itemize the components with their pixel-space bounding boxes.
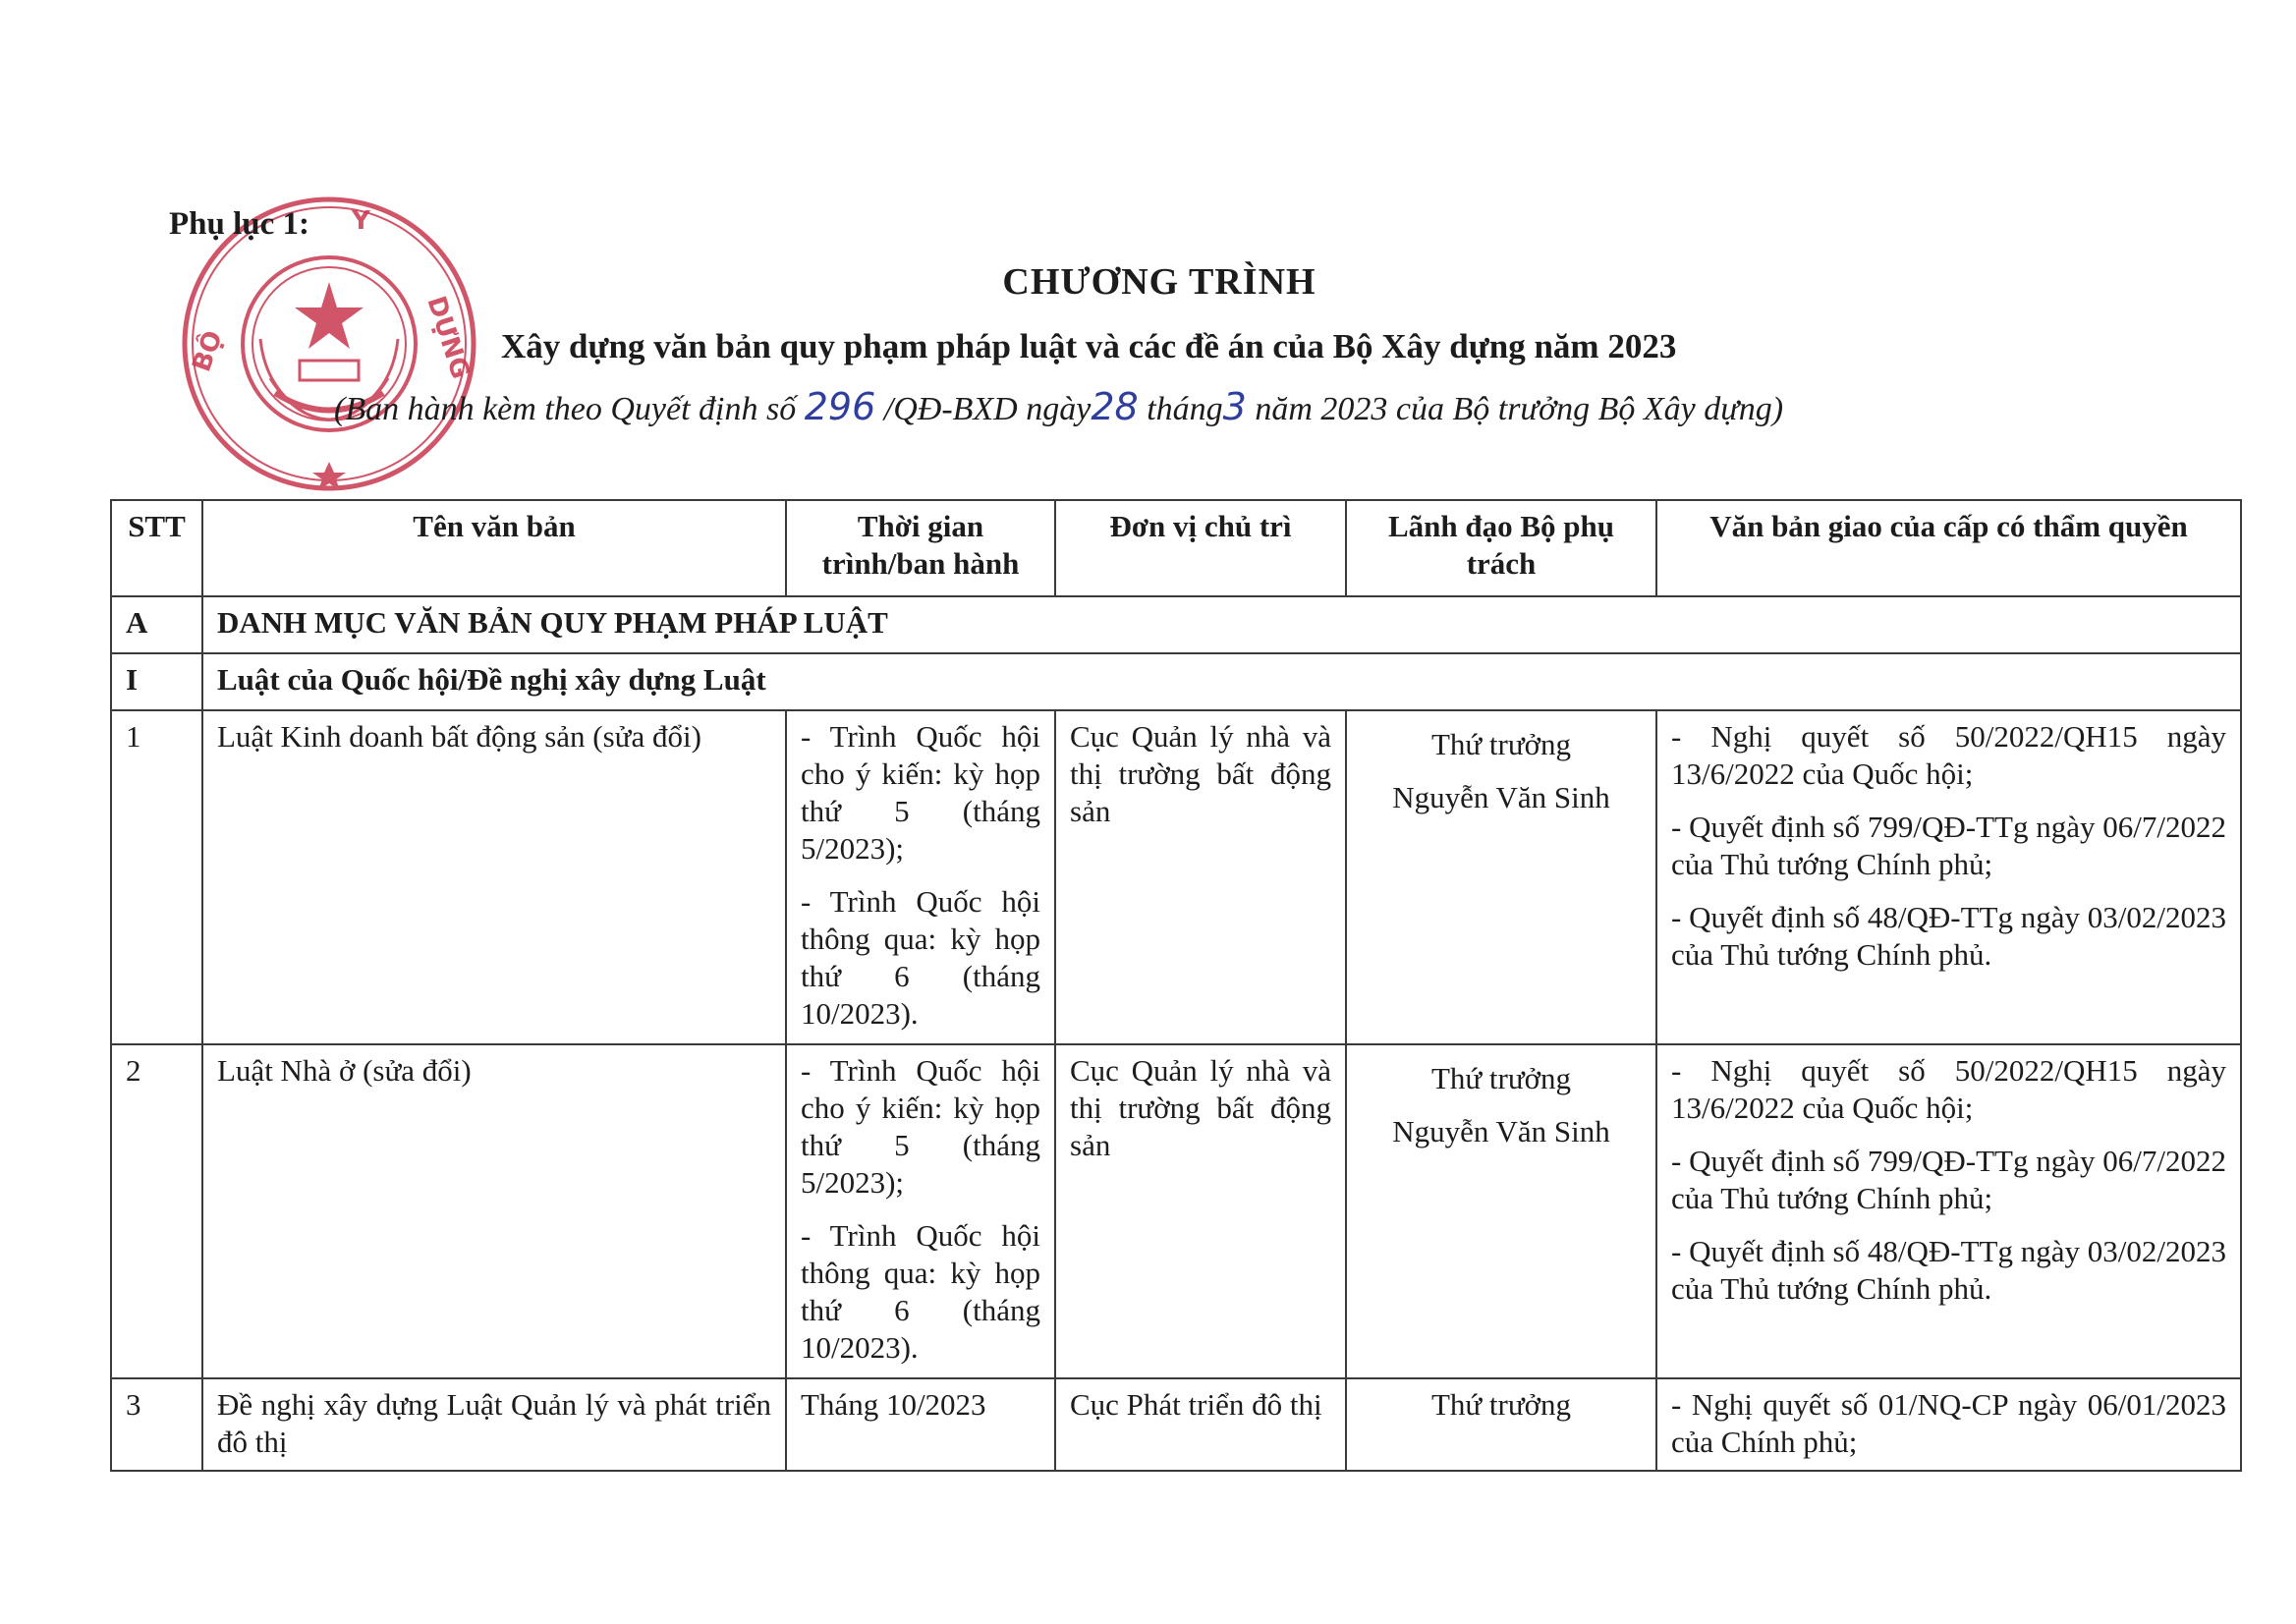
decree-day: 28	[1091, 385, 1139, 428]
seal-ring-text: BỘ	[187, 326, 229, 376]
column-header-leader: Lãnh đạo Bộ phụ trách	[1346, 500, 1656, 596]
leader-name: Nguyễn Văn Sinh	[1392, 1114, 1610, 1148]
cell-name: Đề nghị xây dựng Luật Quản lý và phát triển đô thị	[202, 1378, 786, 1471]
section-row-a	[111, 596, 2241, 653]
basis-item: - Nghị quyết số 50/2022/QH15 ngày 13/6/2022 của Quốc hội;	[1671, 1053, 2226, 1125]
leader-title: Thứ trưởng	[1430, 727, 1572, 761]
cell-stt: 2	[111, 1044, 202, 1378]
section-code: A	[111, 596, 202, 653]
cell-unit: Cục Quản lý nhà và thị trường bất động sản	[1055, 710, 1346, 1044]
section-row-i	[111, 653, 2241, 710]
column-header-time: Thời gian trình/ban hành	[786, 500, 1055, 596]
basis-item: - Quyết định số 48/QĐ-TTg ngày 03/02/2023 của Thủ tướng Chính phủ.	[1671, 1234, 2226, 1306]
cell-basis	[1656, 710, 2241, 1044]
column-header-stt: STT	[111, 500, 202, 596]
seal-ring-text-right: DỰNG	[420, 292, 476, 383]
decree-month: 3	[1222, 385, 1247, 428]
section-label: DANH MỤC VĂN BẢN QUY PHẠM PHÁP LUẬT	[202, 596, 2241, 653]
decree-text-3: tháng	[1147, 391, 1223, 427]
cell-basis	[1656, 1378, 2241, 1471]
cell-leader	[1346, 710, 1656, 1044]
time-item: - Trình Quốc hội thông qua: kỳ họp thứ 6 (tháng 10/2023).	[801, 884, 1040, 1031]
decree-number: 296	[804, 385, 876, 428]
leader-title: Thứ trưởng	[1430, 1387, 1572, 1422]
page-subtitle: Xây dựng văn bản quy phạm pháp luật và các đề án của Bộ Xây dựng năm 2023	[501, 327, 1677, 365]
decree-reference	[334, 385, 1783, 428]
table-row	[111, 710, 2241, 1044]
basis-item: - Quyết định số 48/QĐ-TTg ngày 03/02/2023 của Thủ tướng Chính phủ.	[1671, 900, 2226, 972]
basis-item: - Nghị quyết số 50/2022/QH15 ngày 13/6/2022 của Quốc hội;	[1671, 719, 2226, 791]
appendix-label: Phụ lục 1:	[169, 206, 310, 242]
basis-item: - Quyết định số 799/QĐ-TTg ngày 06/7/2022 của Thủ tướng Chính phủ;	[1671, 1144, 2226, 1215]
leader-name: Nguyễn Văn Sinh	[1392, 780, 1610, 814]
time-item: - Trình Quốc hội cho ý kiến: kỳ họp thứ 5 (tháng 5/2023);	[801, 1053, 1040, 1200]
basis-item: - Quyết định số 799/QĐ-TTg ngày 06/7/2022 của Thủ tướng Chính phủ;	[1671, 810, 2226, 881]
cell-leader	[1346, 1044, 1656, 1378]
column-header-name: Tên văn bản	[202, 500, 786, 596]
cell-time	[786, 710, 1055, 1044]
leader-title: Thứ trưởng	[1430, 1061, 1572, 1095]
table-row	[111, 1044, 2241, 1378]
page-title: CHƯƠNG TRÌNH	[1002, 261, 1316, 303]
cell-name: Luật Kinh doanh bất động sản (sửa đổi)	[202, 710, 786, 1044]
cell-name: Luật Nhà ở (sửa đổi)	[202, 1044, 786, 1378]
cell-unit: Cục Quản lý nhà và thị trường bất động sản	[1055, 1044, 1346, 1378]
table-row	[111, 1378, 2241, 1471]
cell-basis	[1656, 1044, 2241, 1378]
cell-stt: 3	[111, 1378, 202, 1471]
section-code: I	[111, 653, 202, 710]
time-item: - Trình Quốc hội cho ý kiến: kỳ họp thứ 5 (tháng 5/2023);	[801, 719, 1040, 866]
program-table	[110, 499, 2242, 1472]
column-header-unit: Đơn vị chủ trì	[1055, 500, 1346, 596]
seal-ring-text-top: Y	[352, 206, 370, 236]
cell-time	[786, 1044, 1055, 1378]
decree-text-4: năm 2023 của Bộ trưởng Bộ Xây dựng)	[1255, 391, 1784, 427]
time-item: - Trình Quốc hội thông qua: kỳ họp thứ 6 (tháng 10/2023).	[801, 1218, 1040, 1365]
cell-unit: Cục Phát triển đô thị	[1055, 1378, 1346, 1471]
cell-stt: 1	[111, 710, 202, 1044]
table-header-row	[111, 500, 2241, 596]
cell-time	[786, 1378, 1055, 1471]
column-header-basis: Văn bản giao của cấp có thẩm quyền	[1656, 500, 2241, 596]
decree-text-1: (Ban hành kèm theo Quyết định số	[334, 391, 797, 427]
cell-leader	[1346, 1378, 1656, 1471]
time-item: Tháng 10/2023	[801, 1387, 986, 1422]
basis-item: - Nghị quyết số 01/NQ-CP ngày 06/01/2023 của Chính phủ;	[1671, 1387, 2226, 1459]
section-label: Luật của Quốc hội/Đề nghị xây dựng Luật	[202, 653, 2241, 710]
decree-text-2: /QĐ-BXD ngày	[883, 391, 1092, 427]
